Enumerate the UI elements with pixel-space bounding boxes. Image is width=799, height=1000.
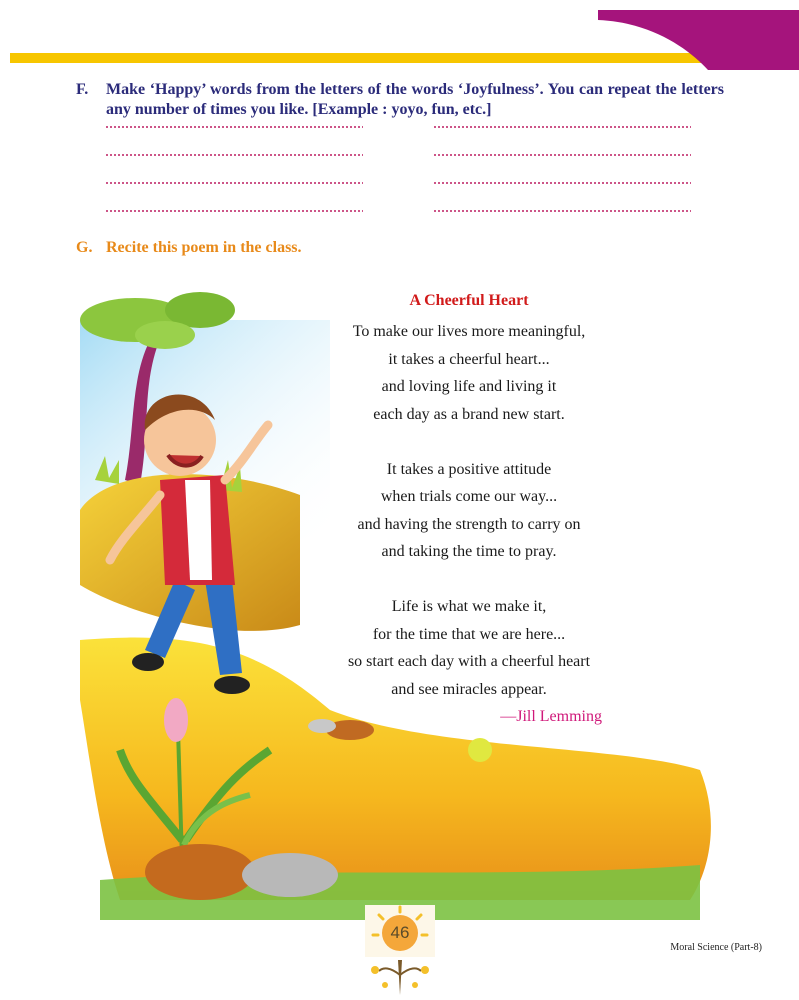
poem-title: A Cheerful Heart [409,292,529,309]
stanza-gap [330,566,608,594]
poem-line: It takes a positive attitude [386,460,552,478]
header-bar [0,0,799,70]
question-f-text: Make ‘Happy’ words from the letters of the words ‘Joyfulness’. You can repeat the letters any number of times you like. [Example : yoyo, fun, etc.] [106,81,724,118]
poem-line: when trials come our way... [380,488,558,505]
poem-line: each day as a brand new start. [373,405,565,423]
question-f-letter: F. [76,81,89,98]
answer-line[interactable] [433,182,691,184]
stanza-gap [330,428,608,456]
question-f [76,80,724,120]
poem-line: so start each day with a cheerful heart [347,653,591,670]
poem-line: and see miracles appear. [391,680,547,698]
poem-line: and taking the time to pray. [381,543,557,560]
poem-line: and loving life and living it [381,378,557,395]
question-g-text: Recite this poem in the class. [106,239,302,256]
answer-line[interactable] [105,182,363,184]
answer-line[interactable] [105,126,363,128]
answer-lines-right [433,126,691,238]
answer-line[interactable] [433,154,691,156]
answer-line[interactable] [433,210,691,212]
answer-line[interactable] [105,210,363,212]
poem-line: it takes a cheerful heart... [388,350,550,368]
book-title-footer: Moral Science (Part-8) [670,942,762,953]
poem-line: and having the strength to carry on [357,515,581,533]
question-g [76,238,302,258]
poem-line: for the time that we are here... [372,625,566,643]
answer-lines-left [105,126,363,238]
answer-line[interactable] [433,126,691,128]
answer-line[interactable] [105,154,363,156]
question-g-letter: G. [76,239,93,256]
poem-line: Life is what we make it, [391,598,547,615]
poem-line: To make our lives more meaningful, [352,323,586,340]
poem [330,290,608,730]
poem-author: —Jill Lemming [500,708,602,725]
page-number: 46 [390,923,410,942]
